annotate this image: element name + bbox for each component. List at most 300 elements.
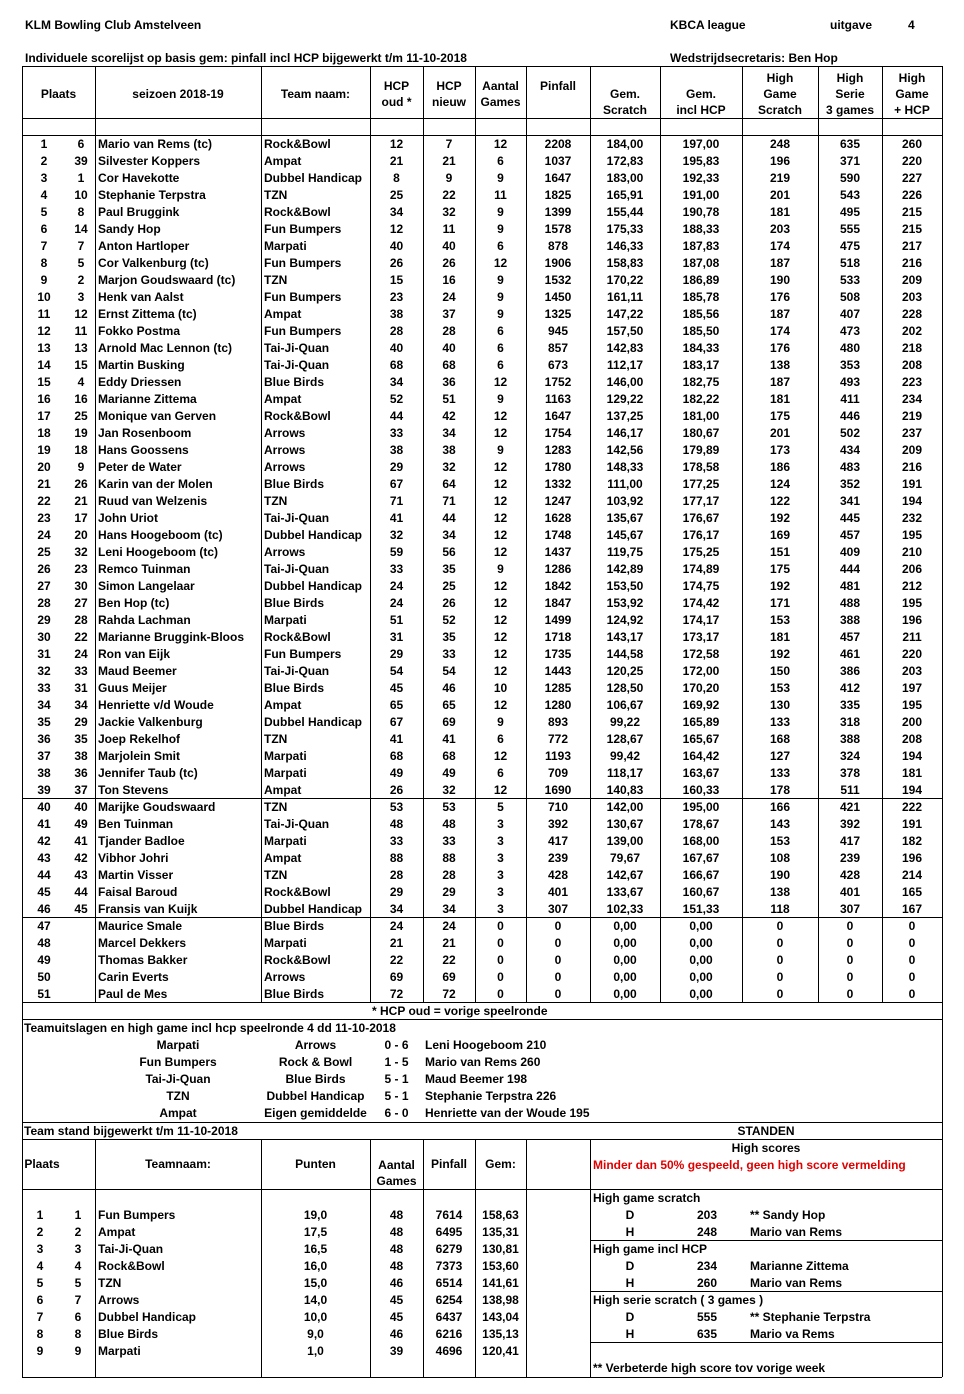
pinfall: 772 — [547, 732, 569, 746]
hcp-old: 21 — [389, 154, 404, 168]
avg-scratch: 142,56 — [606, 443, 644, 457]
hcp-old: 34 — [389, 205, 404, 219]
high-serie: 508 — [839, 290, 861, 304]
avg-hcp: 160,33 — [682, 783, 720, 797]
avg-scratch: 147,22 — [606, 307, 644, 321]
grid-line — [22, 1189, 590, 1190]
table-row — [22, 799, 942, 816]
team-rank: 9 — [36, 1344, 44, 1358]
team-name: TZN — [98, 1276, 122, 1290]
prev-rank: 7 — [77, 239, 85, 253]
team-avg: 141,61 — [482, 1276, 519, 1290]
avg-scratch: 106,67 — [606, 698, 644, 712]
avg-scratch: 0,00 — [613, 953, 637, 967]
table-row — [22, 884, 942, 901]
pinfall: 709 — [547, 766, 569, 780]
team-name: Marpati — [264, 239, 307, 253]
hcp-new: 33 — [442, 647, 456, 661]
edition-number: 4 — [908, 18, 915, 32]
match-high-game: Henriette van der Woude 195 — [425, 1106, 590, 1120]
high-score-value: 555 — [696, 1310, 718, 1324]
avg-scratch: 146,17 — [606, 426, 644, 440]
team-name: Rock&Bowl — [264, 409, 331, 423]
avg-scratch: 170,22 — [606, 273, 644, 287]
games: 6 — [497, 732, 504, 746]
games: 9 — [497, 273, 504, 287]
avg-hcp: 151,33 — [682, 902, 720, 916]
pinfall: 1752 — [544, 375, 572, 389]
pinfall: 417 — [547, 834, 569, 848]
hcp-old: 22 — [389, 953, 404, 967]
avg-scratch: 153,50 — [606, 579, 644, 593]
rank: 25 — [37, 545, 51, 559]
match-high-game: Mario van Rems 260 — [425, 1055, 541, 1069]
high-game-scratch: 174 — [769, 324, 791, 338]
header-line: Gem. — [609, 87, 640, 101]
table-row — [22, 442, 942, 459]
games: 0 — [497, 987, 504, 1001]
games: 6 — [497, 766, 504, 780]
avg-scratch: 0,00 — [613, 919, 637, 933]
prev-rank: 8 — [77, 205, 85, 219]
high-serie: 341 — [839, 494, 861, 508]
games: 12 — [493, 494, 508, 508]
prev-rank: 18 — [74, 443, 88, 457]
rank: 10 — [37, 290, 51, 304]
table-row — [22, 510, 942, 527]
header-line: 3 games — [825, 103, 875, 117]
grid-line — [526, 1139, 527, 1377]
edition-label: uitgave — [830, 18, 873, 32]
table-row — [22, 544, 942, 561]
player-name: Silvester Koppers — [98, 154, 201, 168]
pinfall: 1718 — [544, 630, 572, 644]
games: 12 — [493, 426, 508, 440]
rank: 28 — [37, 596, 51, 610]
high-game-hcp: 223 — [901, 375, 923, 389]
high-serie: 421 — [839, 800, 861, 814]
pinfall: 893 — [547, 715, 569, 729]
prev-rank: 11 — [74, 324, 88, 338]
player-name: Marjon Goudswaard (tc) — [98, 273, 236, 287]
hcp-new: 88 — [442, 851, 456, 865]
team-name: Tai-Ji-Quan — [264, 817, 330, 831]
prev-rank: 5 — [77, 256, 85, 270]
high-serie: 488 — [839, 596, 861, 610]
player-name: Stephanie Terpstra — [98, 188, 206, 202]
avg-hcp: 166,67 — [682, 868, 720, 882]
avg-hcp: 181,00 — [682, 409, 720, 423]
avg-hcp: 185,56 — [682, 307, 720, 321]
avg-hcp: 176,17 — [682, 528, 720, 542]
player-name: Jan Rosenboom — [98, 426, 192, 440]
hcp-new: 42 — [442, 409, 456, 423]
avg-hcp: 195,83 — [682, 154, 720, 168]
high-score-player: Mario van Rems — [750, 1225, 843, 1239]
hcp-old: 15 — [389, 273, 404, 287]
header-line: Gem. — [685, 87, 716, 101]
avg-scratch: 142,67 — [606, 868, 644, 882]
pinfall: 0 — [554, 919, 562, 933]
high-game-scratch: 190 — [769, 273, 791, 287]
hcp-new: 32 — [442, 205, 456, 219]
high-serie: 461 — [839, 647, 861, 661]
high-game-hcp: 208 — [901, 358, 923, 372]
rank: 20 — [37, 460, 51, 474]
pinfall: 1906 — [544, 256, 572, 270]
games: 9 — [497, 290, 504, 304]
high-serie: 0 — [846, 970, 854, 984]
high-game-scratch: 181 — [769, 630, 791, 644]
grid-line — [22, 118, 942, 119]
games: 0 — [497, 953, 504, 967]
prev-rank: 10 — [74, 188, 88, 202]
pinfall: 710 — [547, 800, 569, 814]
high-game-hcp: 220 — [901, 154, 923, 168]
table-row — [22, 680, 942, 697]
avg-hcp: 165,89 — [682, 715, 720, 729]
avg-hcp: 174,89 — [682, 562, 720, 576]
high-game-scratch: 0 — [776, 987, 784, 1001]
club-name: KLM Bowling Club Amstelveen — [25, 18, 202, 32]
high-game-scratch: 168 — [769, 732, 791, 746]
table-row — [22, 289, 942, 306]
table-row — [22, 986, 942, 1003]
team-name: Marpati — [264, 749, 307, 763]
rank: 42 — [37, 834, 51, 848]
high-game-scratch: 0 — [776, 970, 784, 984]
avg-scratch: 142,00 — [606, 800, 644, 814]
match-high-game: Leni Hoogeboom 210 — [425, 1038, 547, 1052]
player-name: Ron van Eijk — [98, 647, 171, 661]
pinfall: 1443 — [544, 664, 572, 678]
rank: 3 — [40, 171, 48, 185]
rank: 49 — [37, 953, 51, 967]
avg-hcp: 173,17 — [682, 630, 720, 644]
team-name: Arrows — [264, 443, 306, 457]
player-name: Sandy Hop — [98, 222, 161, 236]
hcp-old: 21 — [389, 936, 404, 950]
prev-rank: 16 — [74, 392, 88, 406]
rank: 13 — [37, 341, 51, 355]
match-score: 5 - 1 — [384, 1089, 409, 1103]
player-name: Martin Visser — [98, 868, 174, 882]
match-score: 1 - 5 — [384, 1055, 409, 1069]
high-score-type: D — [625, 1259, 635, 1273]
team-prev-rank: 2 — [74, 1225, 82, 1239]
high-serie: 352 — [839, 477, 861, 491]
rank: 17 — [37, 409, 51, 423]
rank: 29 — [37, 613, 51, 627]
prev-rank: 4 — [77, 375, 85, 389]
high-game-hcp: 0 — [908, 987, 916, 1001]
table-row — [22, 595, 942, 612]
table-row — [22, 612, 942, 629]
high-game-scratch: 196 — [769, 154, 791, 168]
games: 12 — [493, 647, 508, 661]
team-name: Fun Bumpers — [264, 222, 342, 236]
team-games: 46 — [389, 1327, 404, 1341]
team-rank: 8 — [36, 1327, 44, 1341]
rank: 48 — [37, 936, 51, 950]
avg-hcp: 197,00 — [682, 137, 720, 151]
rank: 35 — [37, 715, 51, 729]
rank: 31 — [37, 647, 51, 661]
team-name: Tai-Ji-Quan — [98, 1242, 164, 1256]
team-prev-rank: 3 — [74, 1242, 82, 1256]
player-name: Paul de Mes — [98, 987, 168, 1001]
team-prev-rank: 9 — [74, 1344, 82, 1358]
grid-line — [22, 66, 942, 67]
games: 12 — [493, 613, 508, 627]
avg-scratch: 133,67 — [606, 885, 644, 899]
match-score: 0 - 6 — [384, 1038, 409, 1052]
high-game-hcp: 209 — [901, 443, 923, 457]
player-name: Carin Everts — [98, 970, 169, 984]
team-name: TZN — [264, 494, 288, 508]
avg-hcp: 169,92 — [682, 698, 720, 712]
team-name: Blue Birds — [264, 477, 325, 491]
avg-hcp: 195,00 — [682, 800, 720, 814]
rank: 24 — [37, 528, 51, 542]
high-serie: 446 — [839, 409, 861, 423]
rank: 41 — [37, 817, 51, 831]
high-game-hcp: 191 — [901, 817, 923, 831]
high-game-hcp: 215 — [901, 205, 923, 219]
team-pinfall: 7373 — [435, 1259, 463, 1273]
rank: 47 — [37, 919, 51, 933]
games: 3 — [497, 885, 504, 899]
rank: 22 — [37, 494, 51, 508]
prev-rank: 12 — [74, 307, 88, 321]
pinfall: 1163 — [544, 392, 572, 406]
high-game-scratch: 181 — [769, 392, 791, 406]
hcp-old: 68 — [389, 749, 404, 763]
hcp-old: 33 — [389, 562, 404, 576]
prev-rank: 27 — [74, 596, 88, 610]
games: 9 — [497, 171, 504, 185]
high-score-value: 260 — [696, 1276, 718, 1290]
avg-scratch: 112,17 — [606, 358, 644, 372]
header-line: High — [836, 71, 864, 85]
hcp-new: 71 — [442, 494, 456, 508]
high-game-scratch: 169 — [769, 528, 791, 542]
hcp-old: 32 — [389, 528, 404, 542]
games: 12 — [493, 783, 508, 797]
high-game-hcp: 197 — [901, 681, 923, 695]
avg-hcp: 167,67 — [682, 851, 720, 865]
hcp-new: 68 — [442, 749, 456, 763]
high-game-scratch: 201 — [769, 188, 791, 202]
hcp-new: 16 — [442, 273, 456, 287]
team-avg: 143,04 — [482, 1310, 519, 1324]
header-line: Aantal — [378, 1158, 415, 1172]
hcp-old: 29 — [389, 885, 404, 899]
prev-rank: 21 — [74, 494, 88, 508]
high-serie: 533 — [839, 273, 861, 287]
hcp-new: 35 — [442, 562, 456, 576]
hcp-old: 28 — [389, 868, 404, 882]
round-results-title: Teamuitslagen en high game incl hcp speelronde 4 dd 11-10-2018 — [24, 1021, 396, 1035]
games: 12 — [493, 256, 508, 270]
team-name: Marpati — [264, 613, 307, 627]
high-game-hcp: 220 — [901, 647, 923, 661]
games: 9 — [497, 443, 504, 457]
team-name: Ampat — [264, 851, 302, 865]
hcp-old: 67 — [389, 715, 404, 729]
team-prev-rank: 8 — [74, 1327, 82, 1341]
avg-hcp: 177,25 — [682, 477, 720, 491]
avg-hcp: 0,00 — [689, 919, 713, 933]
high-game-scratch: 186 — [769, 460, 791, 474]
high-game-hcp: 196 — [901, 613, 923, 627]
prev-rank: 9 — [77, 460, 85, 474]
team-col-avg: Gem: — [485, 1157, 516, 1171]
high-game-scratch: 192 — [769, 579, 791, 593]
rank: 8 — [40, 256, 48, 270]
high-score-type: D — [625, 1208, 635, 1222]
high-game-hcp: 211 — [902, 630, 922, 644]
rank: 44 — [37, 868, 51, 882]
pinfall: 1286 — [544, 562, 572, 576]
team-name: TZN — [264, 188, 288, 202]
high-game-hcp: 260 — [901, 137, 923, 151]
prev-rank: 45 — [74, 902, 88, 916]
high-serie: 401 — [839, 885, 861, 899]
team-pinfall: 4696 — [435, 1344, 463, 1358]
rank: 16 — [37, 392, 51, 406]
games: 12 — [493, 460, 508, 474]
team-name: Arrows — [98, 1293, 140, 1307]
hcp-old: 38 — [389, 443, 404, 457]
team-name: Ampat — [264, 307, 302, 321]
high-serie: 475 — [839, 239, 861, 253]
prev-rank: 33 — [74, 664, 88, 678]
avg-scratch: 128,67 — [606, 732, 644, 746]
high-score-type: D — [625, 1310, 635, 1324]
table-row — [22, 493, 942, 510]
grid-line — [22, 1122, 942, 1123]
table-row — [22, 833, 942, 850]
rank: 7 — [40, 239, 48, 253]
hcp-new: 22 — [442, 188, 456, 202]
hcp-new: 21 — [442, 154, 456, 168]
team-rank: 5 — [36, 1276, 44, 1290]
games: 12 — [493, 511, 508, 525]
avg-hcp: 177,17 — [682, 494, 720, 508]
games: 12 — [493, 545, 508, 559]
team-standing-title: Team stand bijgewerkt t/m 11-10-2018 — [24, 1124, 238, 1138]
player-name: Marjolein Smit — [98, 749, 181, 763]
high-game-hcp: 219 — [901, 409, 923, 423]
team-name: Arrows — [264, 545, 306, 559]
games: 3 — [497, 868, 504, 882]
team-name: Rock&Bowl — [264, 137, 331, 151]
high-serie: 417 — [839, 834, 861, 848]
games: 12 — [493, 698, 508, 712]
table-row — [22, 306, 942, 323]
away-team: Eigen gemiddelde — [264, 1106, 367, 1120]
avg-hcp: 174,75 — [682, 579, 720, 593]
rank: 21 — [37, 477, 51, 491]
high-game-scratch: 192 — [769, 647, 791, 661]
games: 12 — [493, 409, 508, 423]
high-game-hcp: 167 — [901, 902, 923, 916]
avg-scratch: 111,00 — [607, 477, 643, 491]
avg-scratch: 137,25 — [606, 409, 644, 423]
table-row — [22, 748, 942, 765]
pinfall: 1628 — [544, 511, 572, 525]
table-row — [22, 714, 942, 731]
high-game-hcp: 206 — [901, 562, 923, 576]
team-name: Dubbel Handicap — [264, 715, 363, 729]
player-name: Hans Hoogeboom (tc) — [98, 528, 223, 542]
team-name: Tai-Ji-Quan — [264, 341, 330, 355]
high-game-scratch: 219 — [769, 171, 791, 185]
away-team: Arrows — [294, 1038, 337, 1052]
hcp-new: 28 — [442, 324, 456, 338]
games: 3 — [497, 902, 504, 916]
team-games: 45 — [389, 1293, 404, 1307]
team-col-name: Teamnaam: — [145, 1157, 211, 1171]
col-pinfall — [526, 70, 590, 118]
player-name: Marianne Zittema — [98, 392, 197, 406]
team-rank: 7 — [36, 1310, 44, 1324]
hcp-old: 34 — [389, 375, 404, 389]
team-rank: 3 — [36, 1242, 44, 1256]
table-row — [22, 221, 942, 238]
high-game-scratch: 176 — [769, 290, 791, 304]
avg-scratch: 103,92 — [606, 494, 644, 508]
high-game-hcp: 237 — [901, 426, 923, 440]
player-name: Henriette v/d Woude — [98, 698, 214, 712]
hcp-old: 65 — [389, 698, 404, 712]
avg-scratch: 0,00 — [613, 970, 637, 984]
player-name: Anton Hartloper — [98, 239, 190, 253]
pinfall: 1780 — [544, 460, 572, 474]
header-line: HCP — [436, 79, 462, 93]
games: 6 — [497, 324, 504, 338]
home-team: TZN — [166, 1089, 190, 1103]
hcp-old: 31 — [389, 630, 404, 644]
player-name: Ernst Zittema (tc) — [98, 307, 197, 321]
avg-hcp: 186,89 — [682, 273, 720, 287]
team-avg: 153,60 — [482, 1259, 519, 1273]
high-score-type: H — [625, 1276, 635, 1290]
avg-scratch: 128,50 — [606, 681, 644, 695]
prev-rank: 23 — [74, 562, 88, 576]
pinfall: 307 — [547, 902, 569, 916]
player-name: Ton Stevens — [98, 783, 169, 797]
high-game-scratch: 166 — [769, 800, 791, 814]
avg-hcp: 164,42 — [682, 749, 720, 763]
team-name: Blue Birds — [264, 987, 325, 1001]
hcp-new: 32 — [442, 460, 456, 474]
pinfall: 1283 — [544, 443, 572, 457]
high-game-scratch: 190 — [769, 868, 791, 882]
header-line: Games — [480, 95, 521, 109]
rank: 2 — [40, 154, 48, 168]
standings-footer: ** Verbeterde high score tov vorige week — [593, 1361, 826, 1375]
player-name: Cor Havekotte — [98, 171, 180, 185]
hcp-old: 26 — [389, 783, 404, 797]
avg-hcp: 0,00 — [689, 953, 713, 967]
team-points: 16,5 — [303, 1242, 328, 1256]
table-row — [22, 357, 942, 374]
player-name: Maurice Smale — [98, 919, 183, 933]
hcp-new: 69 — [442, 715, 456, 729]
team-col-points: Punten — [295, 1157, 336, 1171]
